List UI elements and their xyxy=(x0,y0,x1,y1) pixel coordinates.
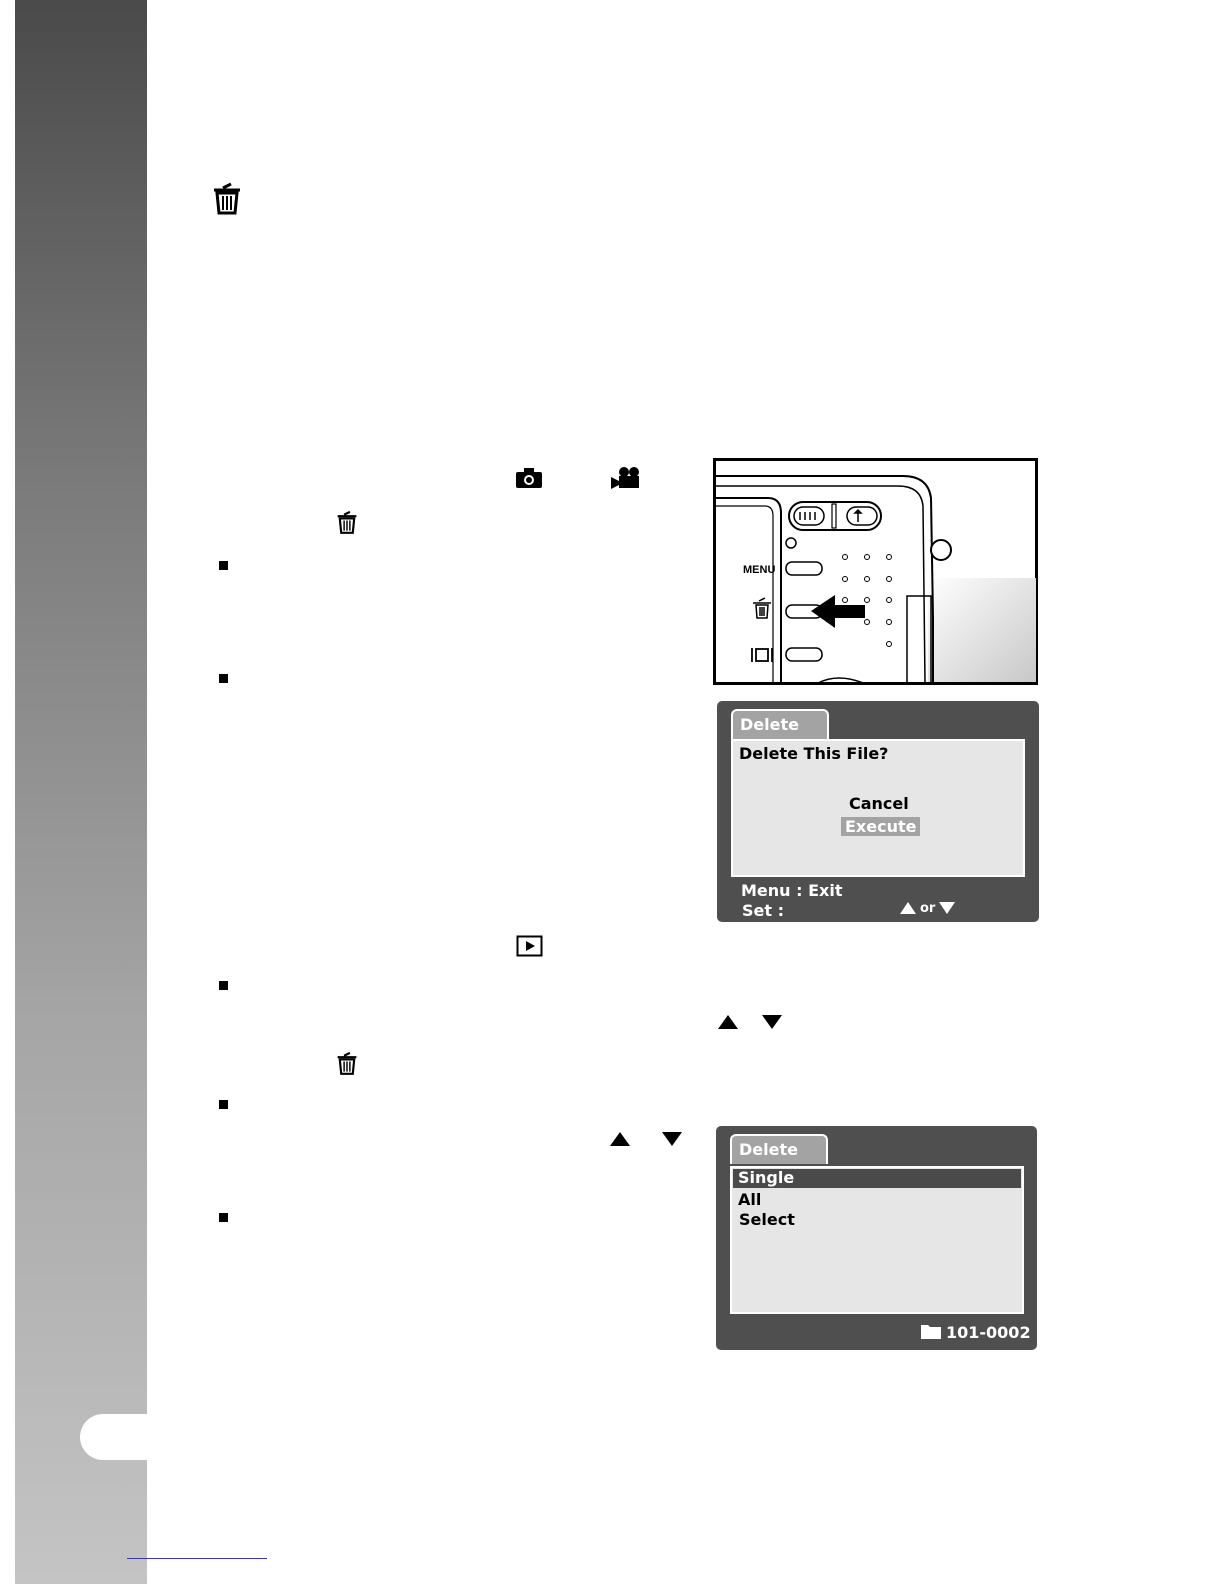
menu-item-select[interactable]: Select xyxy=(739,1210,795,1229)
bullet-marker xyxy=(219,561,228,570)
option-execute[interactable]: Execute xyxy=(841,817,920,836)
delete-confirm-screen xyxy=(717,701,1039,922)
camera-back-illustration xyxy=(713,458,1038,685)
down-arrow-icon xyxy=(760,1013,784,1031)
camera-mode-icon xyxy=(515,467,543,489)
trash-icon xyxy=(336,1050,358,1076)
screen-tab-delete: Delete xyxy=(731,709,829,739)
playback-mode-icon xyxy=(516,935,543,957)
trash-icon xyxy=(336,509,358,535)
bullet-marker xyxy=(219,981,228,990)
folder-icon xyxy=(920,1322,942,1340)
page-number-tab xyxy=(80,1414,147,1460)
confirm-question: Delete This File? xyxy=(739,744,889,763)
up-arrow-icon xyxy=(716,1013,740,1031)
footer-up-arrow-icon xyxy=(899,901,917,915)
screen-panel xyxy=(730,1166,1024,1314)
camera-menu-label: MENU xyxy=(743,564,776,576)
delete-trash-icon xyxy=(212,180,242,216)
down-arrow-icon xyxy=(660,1130,684,1148)
bullet-marker xyxy=(219,674,228,683)
footer-down-arrow-icon xyxy=(938,901,956,915)
folder-file-number: 101-0002 xyxy=(946,1323,1031,1342)
bullet-marker xyxy=(219,1213,228,1222)
menu-item-single[interactable]: Single xyxy=(738,1168,795,1187)
bullet-marker xyxy=(219,1100,228,1109)
option-cancel[interactable]: Cancel xyxy=(849,794,909,813)
page-sidebar xyxy=(15,0,147,1584)
footer-link-underline xyxy=(127,1558,267,1559)
delete-mode-screen xyxy=(716,1126,1037,1350)
footer-menu-exit: Menu : Exit xyxy=(741,881,843,900)
footer-or: or xyxy=(920,901,936,916)
movie-mode-icon xyxy=(609,466,641,490)
menu-item-all[interactable]: All xyxy=(738,1190,762,1209)
footer-set: Set : xyxy=(742,901,784,920)
screen-panel xyxy=(731,739,1025,877)
screen-tab-delete: Delete xyxy=(730,1134,828,1164)
up-arrow-icon xyxy=(608,1130,632,1148)
